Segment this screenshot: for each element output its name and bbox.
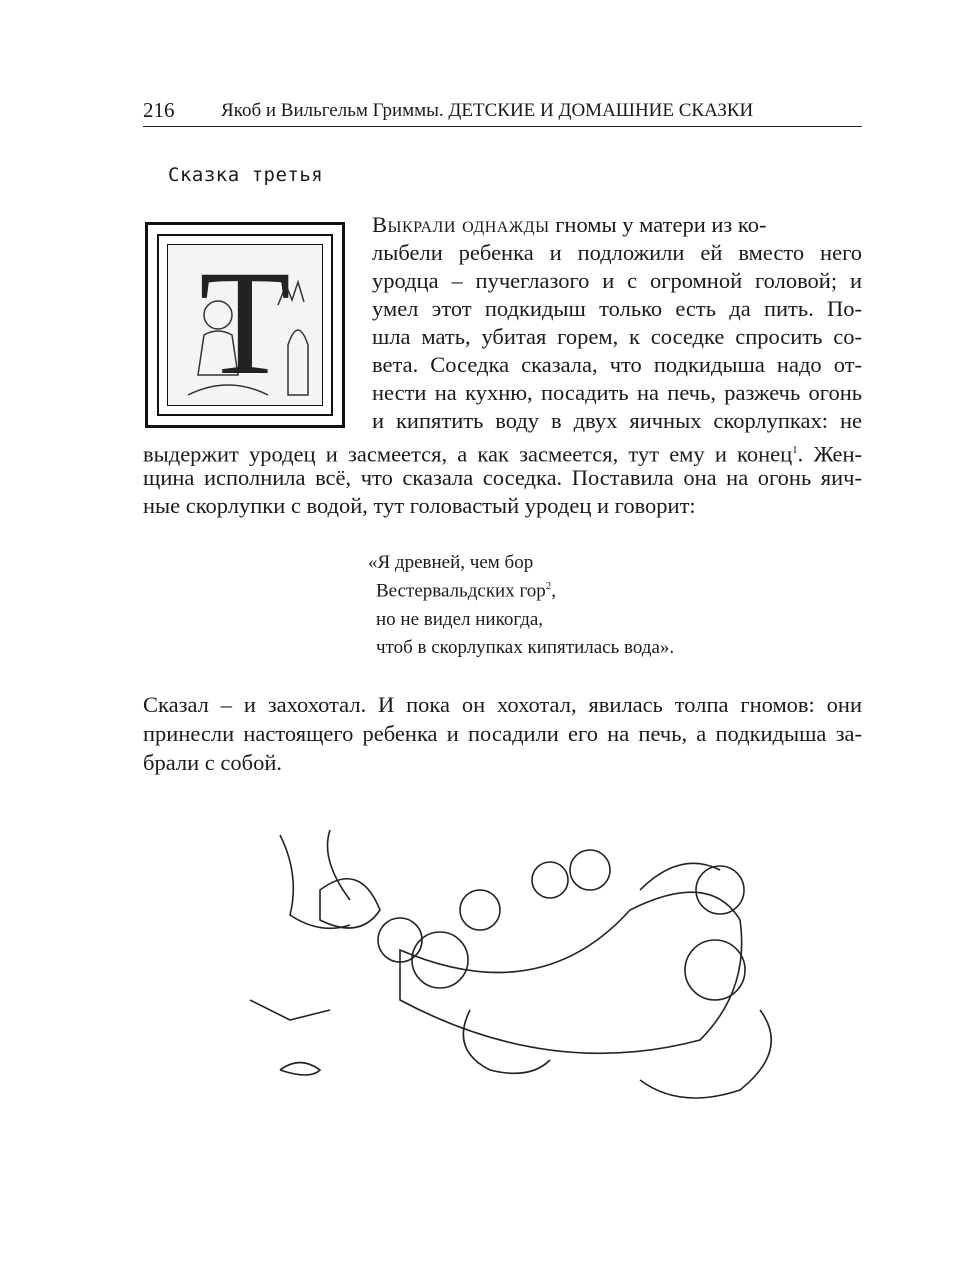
footnote-ref[interactable]: 1 bbox=[792, 444, 798, 456]
text-line: умел этот подкидыш только есть да пить. По- bbox=[372, 296, 862, 321]
chapter-subtitle: Сказка третья bbox=[168, 164, 324, 186]
text-line bbox=[372, 211, 862, 239]
text-line: и кипятить воду в двух яичных скорлупках: не bbox=[372, 408, 862, 433]
text-line: принесли настоящего ребенка и посадили его на печь, а подкидыша за- bbox=[143, 721, 862, 746]
text-line: уродца – пучеглазого и с огромной головой; и bbox=[372, 268, 862, 293]
running-title: Якоб и Вильгельм Гриммы. ДЕТСКИЕ И ДОМАШНИЕ СКАЗКИ bbox=[221, 100, 754, 121]
footnote-ref[interactable]: 2 bbox=[545, 580, 552, 592]
drop-cap-letter: Т bbox=[199, 244, 291, 406]
poem-line bbox=[376, 580, 556, 602]
text-line: брали с собой. bbox=[143, 750, 282, 775]
poem-line: чтоб в скорлупках кипятилась вода». bbox=[376, 637, 675, 658]
text-line: вета. Соседка сказала, что подкидыша надо от- bbox=[372, 352, 862, 377]
flying-cherubs-engraving bbox=[240, 830, 860, 1120]
text-span: гномы у матери из ко- bbox=[555, 212, 767, 237]
text-span: Вестервальдских гор bbox=[376, 580, 546, 602]
poem-line: но не видел никогда, bbox=[376, 609, 544, 630]
poem-line: «Я древней, чем бор bbox=[368, 552, 534, 573]
text-line: лыбели ребенка и подложили ей вместо него bbox=[372, 240, 862, 265]
text-line: щина исполнила всё, что сказала соседка. Поставила она на огонь яич- bbox=[143, 465, 862, 490]
text-line: ные скорлупки с водой, тут головастый уродец и говорит: bbox=[143, 493, 696, 518]
text-span: выдержит уродец и засмеется, а как засмеется, тут ему и конец bbox=[143, 441, 793, 467]
running-header bbox=[143, 96, 862, 127]
page-number: 216 bbox=[143, 98, 175, 122]
text-span: , bbox=[551, 580, 557, 602]
drop-cap-illustration bbox=[145, 222, 345, 428]
text-line: Сказал – и захохотал. И пока он хохотал, явилась толпа гномов: они bbox=[143, 692, 862, 717]
lead-words: Выкрали однажды bbox=[372, 212, 550, 237]
text-line: шла мать, убитая горем, к соседке спросить со- bbox=[372, 324, 862, 349]
text-line: нести на кухню, посадить на печь, разжечь огонь bbox=[372, 380, 862, 405]
text-span: . Жен- bbox=[797, 441, 863, 467]
